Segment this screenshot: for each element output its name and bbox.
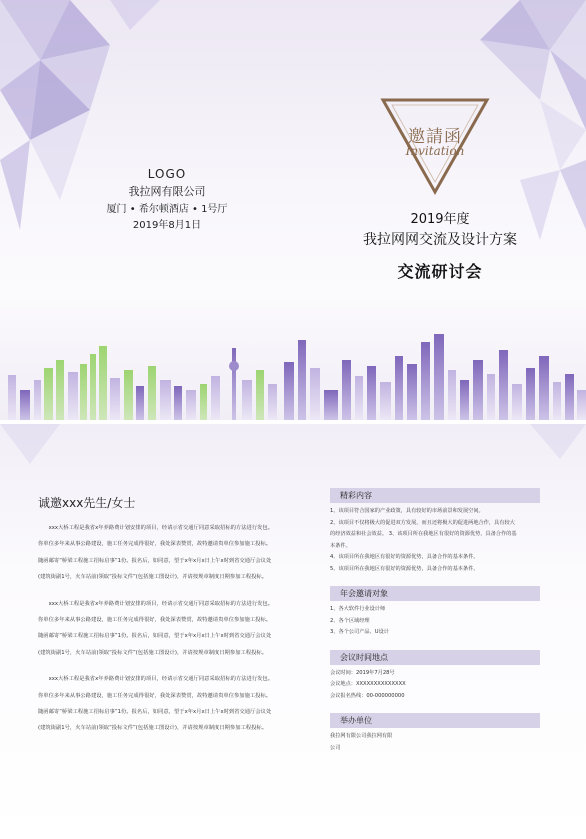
list-item: 1、各大软件行业设计师 [330,606,386,612]
city-skyline-illustration [0,320,586,420]
title-main: 我拉网网交流及设计方案 [363,232,517,248]
section-body [330,665,540,703]
event-date: 2019年8月1日 [132,220,202,231]
list-item: 2、该项目不仅将极大的促进双方发展，而且还将极大的促进两地合作，具有较大 [330,519,515,526]
list-item: 5、该项目所在我地区有很好的资源优势，具备合作的基本条件。 [330,565,479,572]
body-paragraph: xxx大桥工程是我省x年养路费计划安排的项目，经请示省交通厅同意采取招标的方法进行发包。你单位多年来从事公路建设，施工任务完成得很好，我处深表赞赏，故特邀请贵单位参加施工投标。随函邮寄“桥梁工程施工招标启事”1份。报名后，如同意，望于x年x月x日上午x时到省交通厅会议处(建筑街副1号，火车站前)领取“投标文件”(包括施工图设计)，并请按规章制度日期参加工程投标。 [38,600,274,656]
event-venue: 厦门 • 希尔顿酒店 • 1号厅 [106,204,228,215]
invitation-emblem [380,96,490,196]
greeting-text: 诚邀xxx先生/女士 [38,496,136,510]
invitation-body [38,520,274,747]
list-item: 3、各个公司产品、U设计 [330,629,389,635]
section-heading: 年会邀请对象 [330,586,540,601]
list-item: 公司 [330,744,341,751]
logo-text: LOGO [147,167,187,181]
list-item: 会议地点：XXXXXXXXXXXXXX [330,681,406,687]
emblem-english-text: Invitation [405,144,465,158]
section-body [330,728,540,754]
list-item: 2、各个区域经理 [330,617,370,624]
section-highlights [330,488,540,575]
list-item: 的经济效益和社会效益。 3、该项目所在我地区有很好的资源优势，具备合作的基 [330,531,517,537]
list-item: 会议时间：2019年7月28号 [330,669,395,676]
section-heading: 举办单位 [330,713,540,728]
section-time-venue [330,650,540,703]
list-item: 4、该项目所在我地区有很好的资源优势，具备合作的基本条件。 [330,554,479,560]
list-item: 会议报名热线：00-000000000 [330,692,405,699]
section-organizer [330,713,540,754]
list-item: 本条件。 [330,542,351,549]
section-body [330,601,540,639]
section-body [330,503,540,575]
list-item: 1、该项目符合国家的产业政策，具有较好的市场前景和发展空间。 [330,508,484,514]
body-paragraph: xxx大桥工程是我省x年养路费计划安排的项目，经请示省交通厅同意采取招标的方法进行发包。你单位多年来从事公路建设，施工任务完成得很好，我处深表赞赏，故特邀请贵单位参加施工投标。随函邮寄“桥梁工程施工招标启事”1份。报名后，如同意，望于x年x月x日上午x时到省交通厅会议处(建筑街副1号，火车站前)领取“投标文件”(包括施工图设计)，并请按规章制度日期参加工程投标。 [38,676,274,732]
sender-info [102,166,232,234]
title-event: 交流研讨会 [397,262,483,281]
title-year: 2019年度 [410,212,470,227]
company-name: 我拉网有限公司 [128,185,206,198]
section-heading: 精彩内容 [330,488,540,503]
body-paragraph: xxx大桥工程是我省x年养路费计划安排的项目，经请示省交通厅同意采取招标的方法进行发包。你单位多年来从事公路建设，施工任务完成得很好，我处深表赞赏，故特邀请贵单位参加施工投标。随函邮寄“桥梁工程施工招标启事”1份。报名后，如同意，望于x年x月x日上午x时到省交通厅会议处(建筑街副1号，火车站前)领取“投标文件”(包括施工图设计)，并请按规章制度日期参加工程投标。 [38,525,274,581]
section-invitees [330,586,540,639]
emblem-chinese-text: 邀請函 [408,127,462,147]
event-details [330,488,540,765]
section-heading: 会议时间地点 [330,650,540,665]
event-title [330,211,550,282]
list-item: 我拉网有限公司我拉网有限 [330,733,393,739]
